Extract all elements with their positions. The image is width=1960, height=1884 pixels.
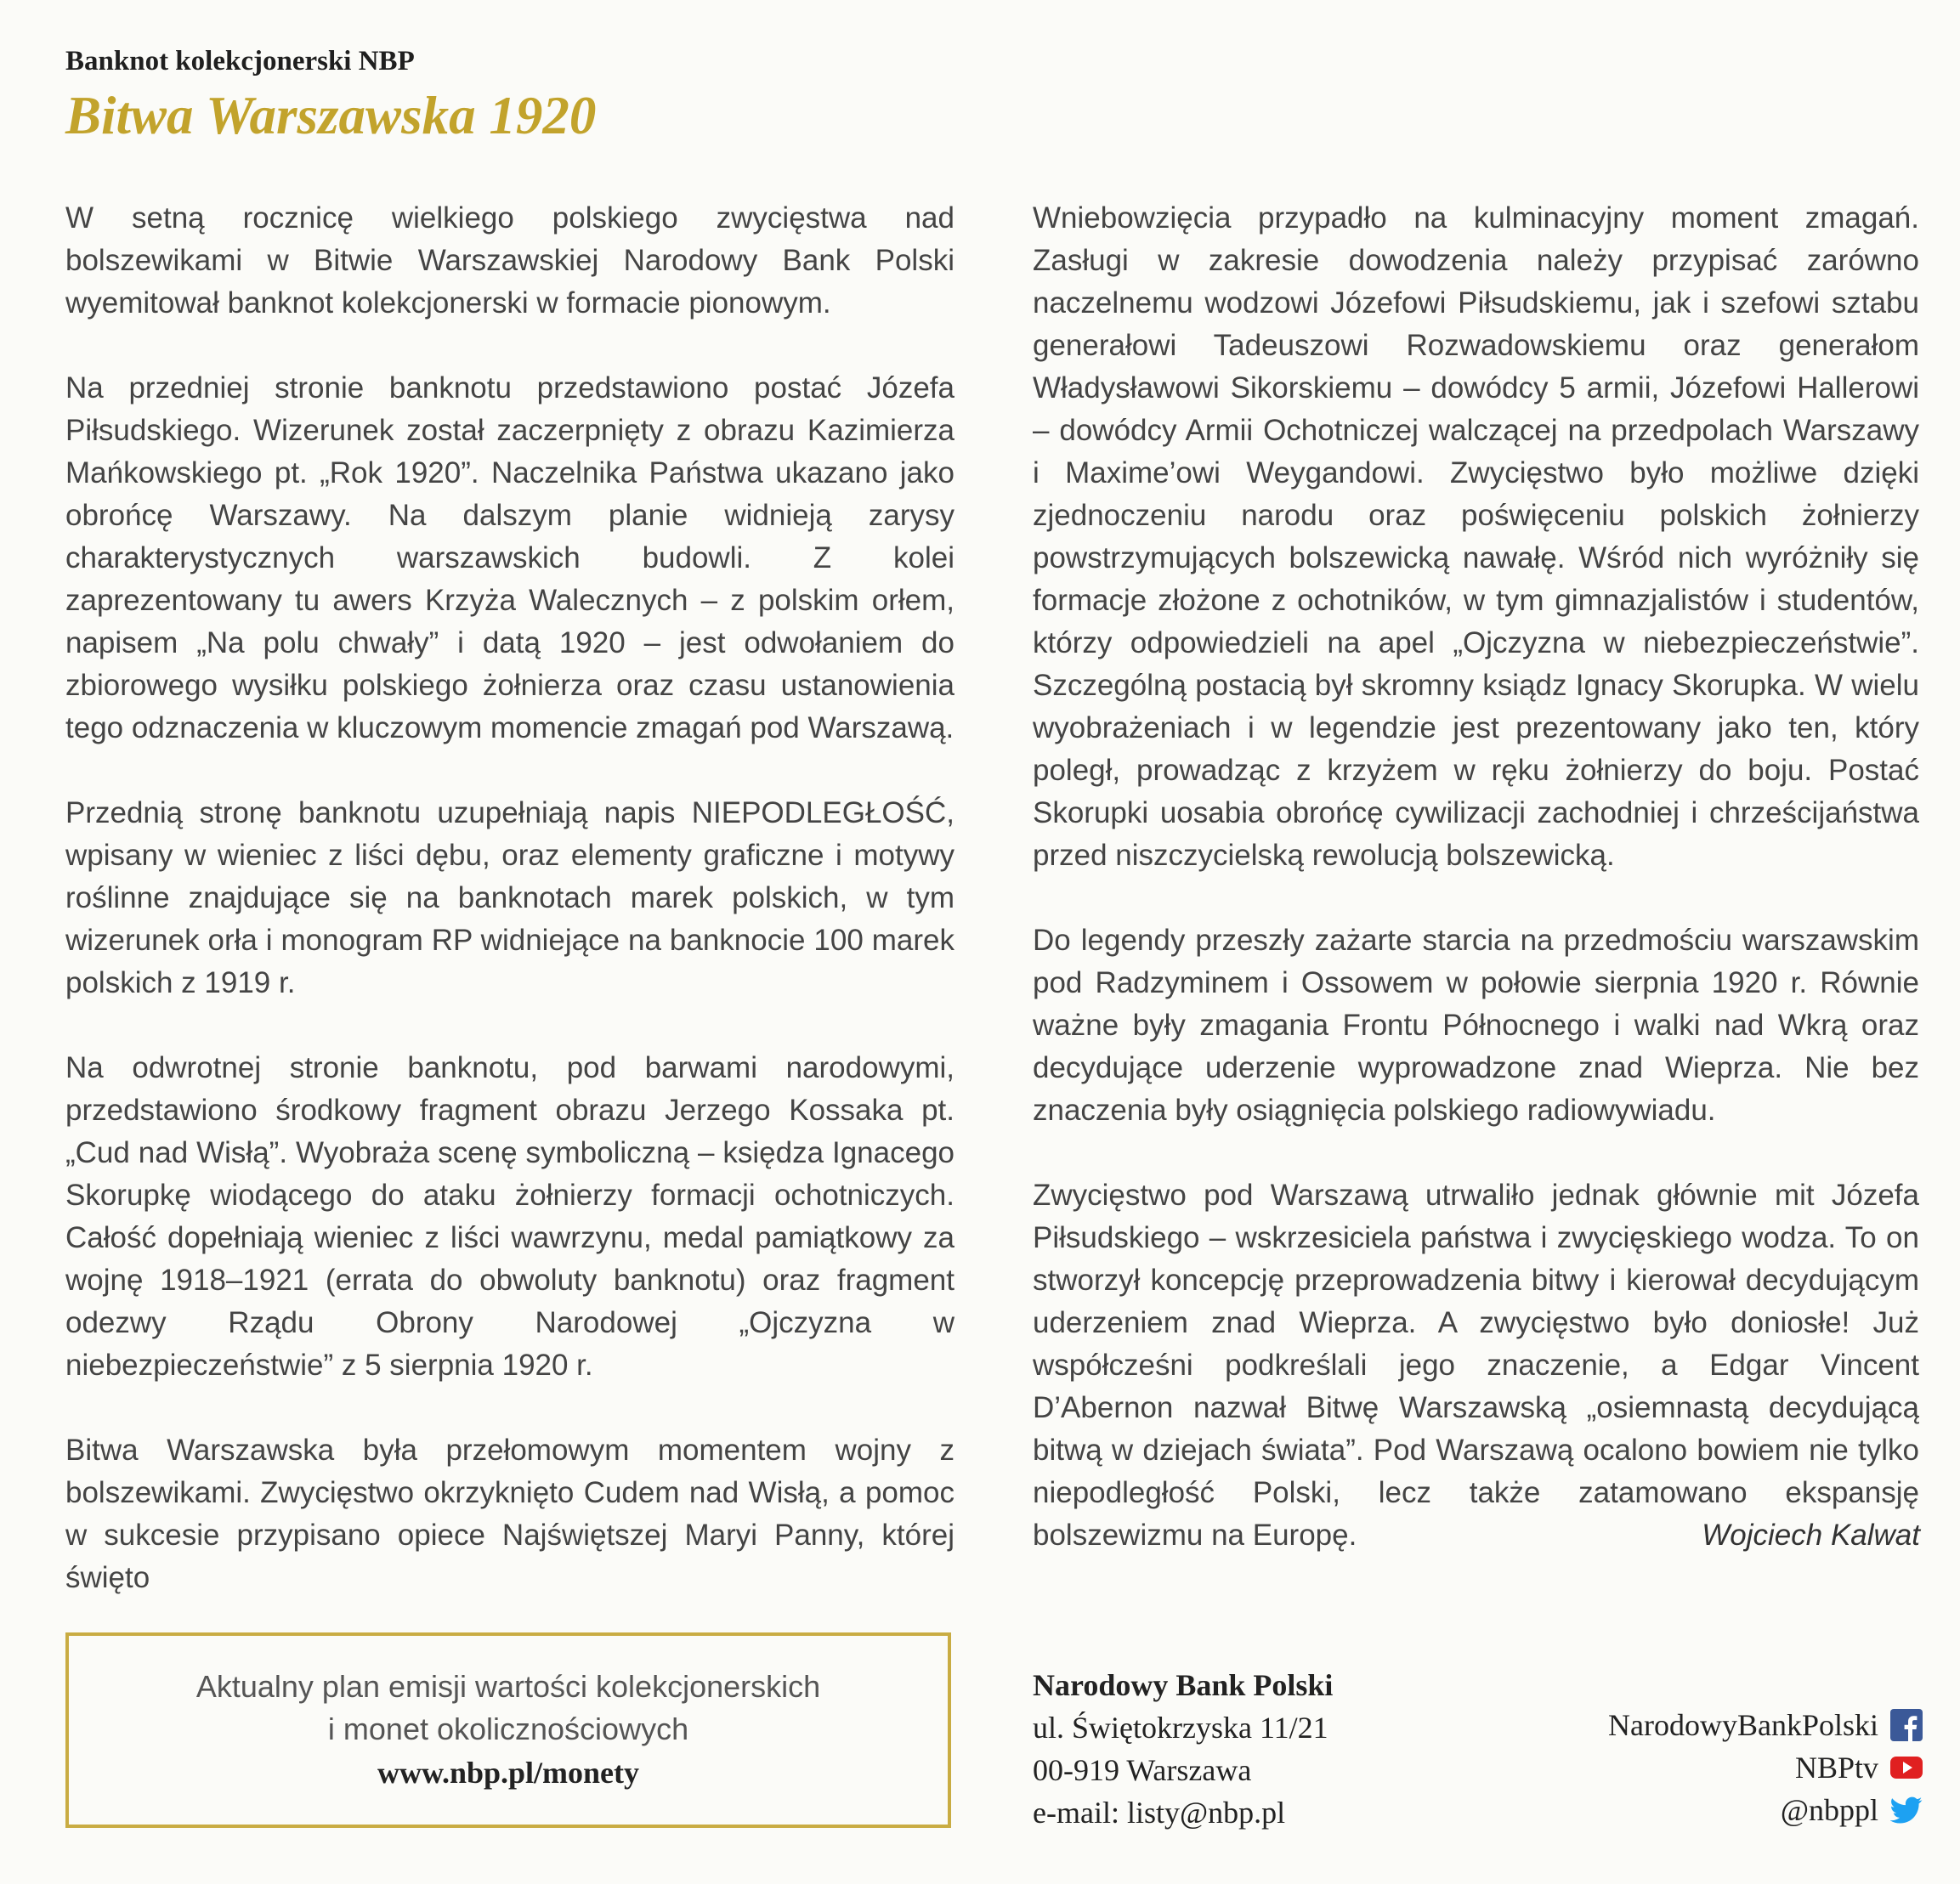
paragraph: Zwycięstwo pod Warszawą utrwaliło jednak głównie mit Józefa Piłsudskiego – wskrzesiciela państwa i zwycięskiego wodza. To on stworzył koncepcję przeprowadzenia bitwy i kierował decydującym uderzeniem znad Wieprza. A zwycięstwo było doniosłe! Już współcześni podkreślali jego znaczenie, a Edgar Vincent D’Abernon nazwał Bitwę Warszawską „osiemnastą decydującą bitwą w dziejach świata”. Pod Warszawą ocalono bowiem nie tylko niepodległość Polski, lecz także zatamowano ekspansję bolszewizmu na Europę. [1033,1179,1919,1552]
kicker: Banknot kolekcjonerski NBP [65,46,415,76]
paragraph: Przednią stronę banknotu uzupełniają napis NIEPODLEGŁOŚĆ, wpisany w wieniec z liści dębu, oraz elementy graficzne i motywy roślinne znajdujące się na banknotach marek polskich, w tym wizerunek orła i monogram RP widniejące na banknocie 100 marek polskich z 1919 r. [65,796,955,999]
address-block [1033,1664,1333,1834]
paragraph: W setną rocznicę wielkiego polskiego zwycięstwa nad bolszewikami w Bitwie Warszawskiej Narodowy Bank Polski wyemitował banknot kolekcjonerski w formacie pionowym. [65,201,955,320]
page-title: Bitwa Warszawska 1920 [65,86,597,145]
twitter-link[interactable] [1608,1789,1923,1831]
header [65,44,596,150]
facebook-label: NarodowyBankPolski [1608,1708,1878,1742]
info-line: Aktualny plan emisji wartości kolekcjonerskich [195,1669,821,1704]
organization-name: Narodowy Bank Polski [1033,1668,1334,1702]
info-line: i monet okolicznościowych [327,1711,689,1746]
paragraph: Na odwrotnej stronie banknotu, pod barwami narodowymi, przedstawiono środkowy fragment obrazu Jerzego Kossaka pt. „Cud nad Wisłą”. Wyobraża scenę symboliczną – księdza Ignacego Skorupkę wiodącego do ataku żołnierzy formacji ochotniczych. Całość dopełniają wieniec z liści wawrzynu, medal pamiątkowy za wojnę 1918–1921 (errata do obwoluty banknotu) oraz fragment odezwy Rządu Obrony Narodowej „Ojczyzna w niebezpieczeństwie” z 5 sierpnia 1920 r. [65,1051,955,1382]
youtube-icon [1890,1751,1923,1784]
info-link[interactable]: www.nbp.pl/monety [377,1756,640,1790]
youtube-link[interactable] [1608,1746,1923,1789]
paragraph: Do legendy przeszły zażarte starcia na przedmościu warszawskim pod Radzyminem i Ossowem w połowie sierpnia 1920 r. Równie ważne były zmagania Frontu Północnego i walki nad Wkrą oraz decydujące uderzenie wyprowadzone znad Wieprza. Nie bez znaczenia były osiągnięcia polskiego radiowywiadu. [1033,924,1919,1127]
social-links [1608,1704,1923,1831]
email-address[interactable]: e-mail: listy@nbp.pl [1033,1796,1286,1830]
paragraph: Bitwa Warszawska była przełomowym momentem wojny z bolszewikami. Zwycięstwo okrzyknięto Cudem nad Wisłą, a pomoc w sukcesie przypisano opiece Najświętszej Maryi Panny, której święto [65,1434,955,1594]
info-box [65,1632,951,1828]
twitter-label: @nbppl [1780,1793,1878,1827]
left-column [65,197,955,1599]
facebook-icon [1890,1709,1923,1741]
city-address: 00-919 Warszawa [1033,1753,1252,1787]
facebook-link[interactable] [1608,1704,1923,1746]
right-column [1033,197,1919,1557]
paragraph: Wniebowzięcia przypadło na kulminacyjny moment zmagań. Zasługi w zakresie dowodzenia należy przypisać zarówno naczelnemu wodzowi Józefowi Piłsudskiemu, jak i szefowi sztabu generałowi Tadeuszowi Rozwadowskiemu oraz generałom Władysławowi Sikorskiemu – dowódcy 5 armii, Józefowi Hallerowi – dowódcy Armii Ochotniczej walczącej na przedpolach Warszawy i Maxime’owi Weygandowi. Zwycięstwo było możliwe dzięki zjednoczeniu narodu oraz poświęceniu polskich żołnierzy powstrzymujących bolszewicką nawałę. Wśród nich wyróżniły się formacje złożone z ochotników, w tym gimnazjalistów i studentów, którzy odpowiedzieli na apel „Ojczyzna w niebezpieczeństwie”. Szczególną postacią był skromny ksiądz Ignacy Skorupka. W wielu wyobrażeniach i w legendzie jest prezentowany jako ten, który poległ, prowadząc z krzyżem w ręku żołnierzy do boju. Postać Skorupki uosabia obrońcę cywilizacji zachodniej i chrześcijaństwa przed niszczycielską rewolucją bolszewicką. [1033,201,1919,872]
twitter-icon [1890,1794,1923,1826]
author-signature: Wojciech Kalwat [1702,1519,1920,1552]
youtube-label: NBPtv [1794,1751,1878,1785]
street-address: ul. Świętokrzyska 11/21 [1033,1711,1328,1745]
paragraph: Na przedniej stronie banknotu przedstawiono postać Józefa Piłsudskiego. Wizerunek został zaczerpnięty z obrazu Kazimierza Mańkowskiego pt. „Rok 1920”. Naczelnika Państwa ukazano jako obrońcę Warszawy. Na dalszym planie widnieją zarysy charakterystycznych warszawskich budowli. Z kolei zaprezentowany tu awers Krzyża Walecznych – z polskim orłem, napisem „Na polu chwały” i datą 1920 – jest odwołaniem do zbiorowego wysiłku polskiego żołnierza oraz czasu ustanowienia tego odznaczenia w kluczowym momencie zmagań pod Warszawą. [65,371,955,744]
